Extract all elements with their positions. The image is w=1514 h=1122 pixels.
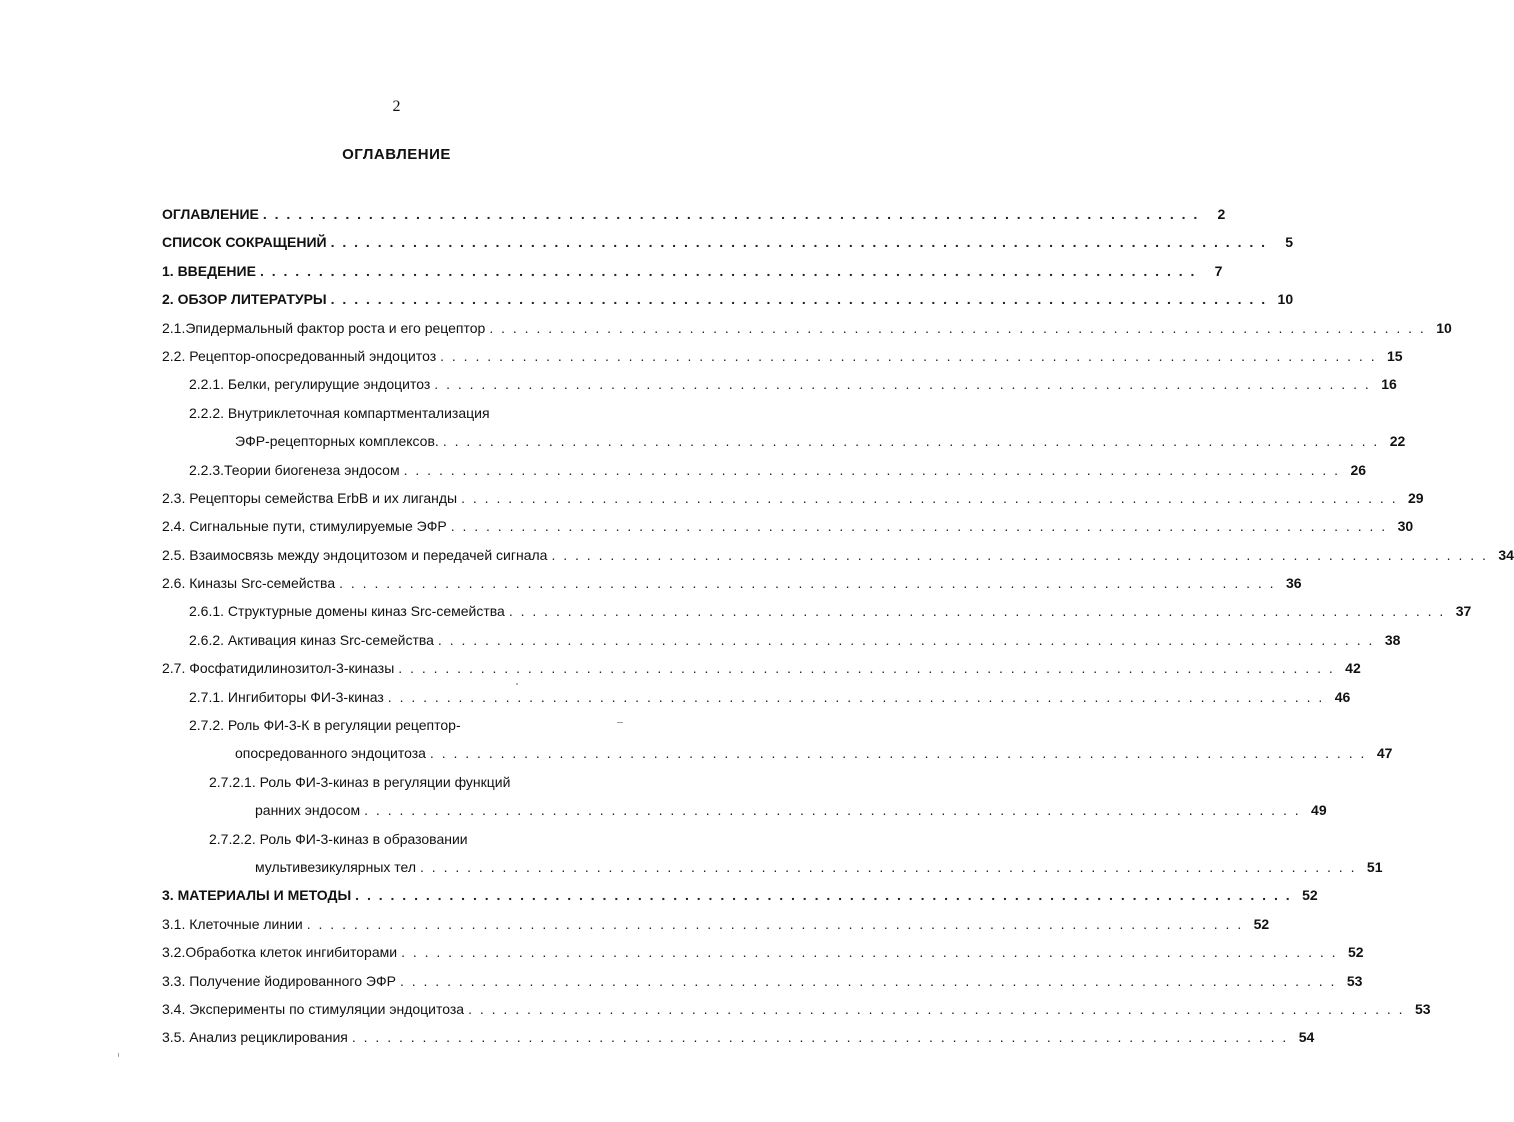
toc-entry-title: 3.1. Клеточные линии [162,915,303,932]
toc-page-number: 29 [1408,489,1424,506]
toc-page-number: 47 [1376,745,1393,762]
page-title: ОГЛАВЛЕНИЕ [342,146,451,163]
toc-dot-leader: . . . . . . . . . . . . . . . . . . . . . . . . . . . . . . . . . . . . . . . . . . . . . . . . . . . . . . . . . . . . . . . . . . . . . . . . . . . . . . . . [401,944,1338,961]
toc-entry-title: мультивезикулярных тел [255,858,417,875]
toc-page-number: 2 [1217,206,1226,222]
toc-entry[interactable] [162,995,1431,1023]
toc-page-number: 46 [1334,688,1351,705]
toc-dot-leader: . . . . . . . . . . . . . . . . . . . . . . . . . . . . . . . . . . . . . . . . . . . . . . . . . . . . . . . . . . . . . . . . . . . . . . . . . . . . . . . . [429,745,1367,762]
toc-entry-title: 3.5. Анализ рециклирования [162,1029,348,1046]
toc-page-number: 34 [1498,546,1514,563]
toc-dot-leader: . . . . . . . . . . . . . . . . . . . . . . . . . . . . . . . . . . . . . . . . . . . . . . . . . . . . . . . . . . . . . . . . . . . . . . . . . . . . . . . . [403,461,1341,478]
toc-entry-title: 2.7.1. Ингибиторы ФИ-3-киназ [189,688,384,705]
toc-entry[interactable] [162,768,702,796]
toc-page-number: 38 [1384,631,1401,648]
toc-dot-leader: . . . . . . . . . . . . . . . . . . . . . . . . . . . . . . . . . . . . . . . . . . . . . . . . . . . . . . . . . . . . . . . . . . . . . . . . . . . . . . . . [398,660,1335,677]
toc-entry-title: 2.4. Сигнальные пути, стимулируемые ЭФР [162,518,447,535]
toc-dot-leader: . . . . . . . . . . . . . . . . . . . . . . . . . . . . . . . . . . . . . . . . . . . . . . . . . . . . . . . . . . . . . . . . . . . . . . . . . . . . . . . . [440,347,1377,364]
toc-entry[interactable] [162,569,1302,597]
toc-page-number: 7 [1214,262,1223,279]
toc-entry[interactable] [162,456,1367,484]
toc-page-number: 26 [1350,461,1367,478]
toc-entry-title: 2.6.1. Структурные домены киназ Src-семейства [189,603,505,620]
toc-dot-leader: . . . . . . . . . . . . . . . . . . . . . . . . . . . . . . . . . . . . . . . . . . . . . . . . . . . . . . . . . . . . . . . . . . . . . . . . . . . . . . . . [468,1000,1405,1017]
toc-entry-title: 2.5. Взаимосвязь между эндоцитозом и передачей сигнала [162,546,548,563]
toc-dot-leader: . . . . . . . . . . . . . . . . . . . . . . . . . . . . . . . . . . . . . . . . . . . . . . . . . . . . . . . . . . . . . . . . . . . . . . . . . . . . . . . . [330,291,1268,308]
toc-entry-title: ОГЛАВЛЕНИЕ [162,206,259,222]
page-number: 2 [392,98,401,115]
toc-page-number: 42 [1345,660,1361,677]
toc-entry-title: опосредованного эндоцитоза [235,745,426,762]
toc-page-number: 52 [1302,887,1318,904]
toc-page-number: 22 [1389,433,1406,450]
toc-entry-title: 3.4. Эксперименты по стимуляции эндоцитоза [162,1000,465,1017]
toc-dot-leader: . . . . . . . . . . . . . . . . . . . . . . . . . . . . . . . . . . . . . . . . . . . . . . . . . . . . . . . . . . . . . . . . . . . . . . . . . . . . . . . . [450,518,1388,535]
toc-entry-title: 3.3. Получение йодированного ЭФР [162,972,396,989]
toc-dot-leader: . . . . . . . . . . . . . . . . . . . . . . . . . . . . . . . . . . . . . . . . . . . . . . . . . . . . . . . . . . . . . . . . . . . . . . . . . . . . . . . . [355,887,1292,904]
toc-entry-title: ранних эндосом [255,802,361,819]
toc-entry[interactable] [162,825,702,853]
toc-entry-title: 2. ОБЗОР ЛИТЕРАТУРЫ [162,291,327,308]
toc-entry-title: 1. ВВЕДЕНИЕ [162,262,256,279]
toc-dot-leader: . . . . . . . . . . . . . . . . . . . . . . . . . . . . . . . . . . . . . . . . . . . . . . . . . . . . . . . . . . . . . . . . . . . . . . . . . . . . . . . . [387,688,1325,705]
toc-page-number: 53 [1346,972,1363,989]
toc-entry[interactable] [162,739,1393,767]
toc-entry[interactable] [162,711,702,739]
toc-entry[interactable] [162,541,1514,569]
toc-dot-leader: . . . . . . . . . . . . . . . . . . . . . . . . . . . . . . . . . . . . . . . . . . . . . . . . . . . . . . . . . . . . . . . . . . . . . . . . . . . . . . . . [306,915,1244,932]
toc-entry[interactable] [162,512,1414,540]
toc-page-number: 30 [1397,518,1414,535]
toc-page-number: 37 [1455,603,1472,620]
toc-entry-title: 2.2.3.Теории биогенеза эндосом [189,461,400,478]
toc-dot-leader: . . . . . . . . . . . . . . . . . . . . . . . . . . . . . . . . . . . . . . . . . . . . . . . . . . . . . . . . . . . . . . . . . . . . . . . . . . . . . . . . [339,575,1276,592]
toc-entry[interactable] [162,228,1294,256]
toc-page-number: 51 [1366,858,1383,875]
toc-entry-title: ЭФР-рецепторных комплексов. [235,433,439,450]
toc-dot-leader: . . . . . . . . . . . . . . . . . . . . . . . . . . . . . . . . . . . . . . . . . . . . . . . . . . . . . . . . . . . . . . . . . . . . . . . . . . . . . . . . [508,603,1446,620]
toc-dot-leader: . . . . . . . . . . . . . . . . . . . . . . . . . . . . . . . . . . . . . . . . . . . . . . . . . . . . . . . . . . . . . . . . . . . . . . . . . . . . . . . . [330,234,1268,251]
toc-entry[interactable] [162,967,1363,995]
toc-entry[interactable] [162,370,1397,398]
toc-entry[interactable] [162,597,1472,625]
table-of-contents [162,200,1514,1052]
toc-entry[interactable] [162,484,1424,512]
toc-dot-leader: . . . . . . . . . . . . . . . . . . . . . . . . . . . . . . . . . . . . . . . . . . . . . . . . . . . . . . . . . . . . . . . . . . . . . . . . . . . . . . . . [399,972,1337,989]
toc-entry[interactable] [162,683,1351,711]
toc-page-number: 15 [1387,347,1403,364]
toc-page-number: 53 [1414,1000,1431,1017]
toc-entry-title: 2.2. Рецептор-опосредованный эндоцитоз [162,347,437,364]
toc-page-number: 10 [1277,291,1294,308]
toc-entry[interactable] [162,910,1270,938]
toc-dot-leader: . . . . . . . . . . . . . . . . . . . . . . . . . . . . . . . . . . . . . . . . . . . . . . . . . . . . . . . . . . . . . . . . . . . . . . . . . . . . . . . . [351,1029,1289,1046]
toc-entry[interactable] [162,285,1294,313]
toc-dot-leader: . . . . . . . . . . . . . . . . . . . . . . . . . . . . . . . . . . . . . . . . . . . . . . . . . . . . . . . . . . . . . . . . . . . . . . . . . . . . . . . . [461,489,1398,506]
toc-entry-title: 2.1.Эпидермальный фактор роста и его рецептор [162,319,486,336]
toc-entry-title: 3.2.Обработка клеток ингибиторами [162,944,398,961]
toc-entry[interactable] [162,796,1327,824]
toc-page-number: 52 [1347,944,1364,961]
toc-entry-title: 2.7. Фосфатидилинозитол-3-киназы [162,660,395,677]
toc-entry-title: 2.3. Рецепторы семейства ErbB и их лиганды [162,489,458,506]
toc-entry[interactable] [162,257,1223,285]
toc-page-number: 49 [1311,802,1327,819]
toc-page-number: 10 [1436,319,1452,336]
toc-entry[interactable] [162,626,1401,654]
toc-entry[interactable] [162,654,1361,682]
toc-dot-leader: . . . . . . . . . . . . . . . . . . . . . . . . . . . . . . . . . . . . . . . . . . . . . . . . . . . . . . . . . . . . . . . . . . . . . . . . . . . . . . . . [437,631,1375,648]
toc-dot-leader: . . . . . . . . . . . . . . . . . . . . . . . . . . . . . . . . . . . . . . . . . . . . . . . . . . . . . . . . . . . . . . . . . . . . . . . . . . . . . . . . [262,206,1200,222]
toc-entry[interactable] [162,853,1383,881]
toc-entry-title: 2.7.2. Роль ФИ-3-К в регуляции рецептор- [189,717,461,734]
toc-entry-title: 2.6.2. Активация киназ Src-семейства [189,631,434,648]
toc-dot-leader: . . . . . . . . . . . . . . . . . . . . . . . . . . . . . . . . . . . . . . . . . . . . . . . . . . . . . . . . . . . . . . . . . . . . . . . . . . . . . . . . [551,546,1488,563]
toc-entry-title: 2.7.2.2. Роль ФИ-3-киназ в образовании [209,830,468,847]
toc-dot-leader: . . . . . . . . . . . . . . . . . . . . . . . . . . . . . . . . . . . . . . . . . . . . . . . . . . . . . . . . . . . . . . . . . . . . . . . . . . . . . . . . [434,376,1371,393]
toc-entry[interactable] [162,1023,1315,1051]
toc-dot-leader: . . . . . . . . . . . . . . . . . . . . . . . . . . . . . . . . . . . . . . . . . . . . . . . . . . . . . . . . . . . . . . . . . . . . . . . . . . . . . . . . [489,319,1426,336]
toc-entry[interactable] [162,938,1364,966]
toc-entry[interactable] [162,314,1452,342]
toc-entry[interactable] [162,200,1226,228]
toc-page-number: 54 [1298,1029,1315,1046]
toc-entry[interactable] [162,399,702,427]
toc-entry-title: СПИСОК СОКРАЩЕНИЙ [162,234,327,251]
toc-dot-leader: . . . . . . . . . . . . . . . . . . . . . . . . . . . . . . . . . . . . . . . . . . . . . . . . . . . . . . . . . . . . . . . . . . . . . . . . . . . . . . . . [442,433,1380,450]
toc-entry-title: 3. МАТЕРИАЛЫ И МЕТОДЫ [162,887,352,904]
toc-entry-title: 2.2.2. Внутриклеточная компартментализация [189,404,490,421]
toc-entry[interactable] [162,342,1403,370]
toc-page-number: 5 [1285,234,1294,251]
toc-entry-title: 2.6. Киназы Src-семейства [162,575,336,592]
toc-entry-title: 2.2.1. Белки, регулирущие эндоцитоз [189,376,431,393]
toc-dot-leader: . . . . . . . . . . . . . . . . . . . . . . . . . . . . . . . . . . . . . . . . . . . . . . . . . . . . . . . . . . . . . . . . . . . . . . . . . . . . . . . . [420,858,1357,875]
toc-dot-leader: . . . . . . . . . . . . . . . . . . . . . . . . . . . . . . . . . . . . . . . . . . . . . . . . . . . . . . . . . . . . . . . . . . . . . . . . . . . . . . . . [259,262,1197,279]
toc-page-number: 52 [1253,915,1270,932]
toc-entry[interactable] [162,881,1318,909]
toc-page-number: 36 [1286,575,1302,592]
toc-page-number: 16 [1381,376,1397,393]
toc-entry[interactable] [162,427,1406,455]
toc-entry-title: 2.7.2.1. Роль ФИ-3-киназ в регуляции функций [209,773,511,790]
toc-dot-leader: . . . . . . . . . . . . . . . . . . . . . . . . . . . . . . . . . . . . . . . . . . . . . . . . . . . . . . . . . . . . . . . . . . . . . . . . . . . . . . . . [364,802,1301,819]
